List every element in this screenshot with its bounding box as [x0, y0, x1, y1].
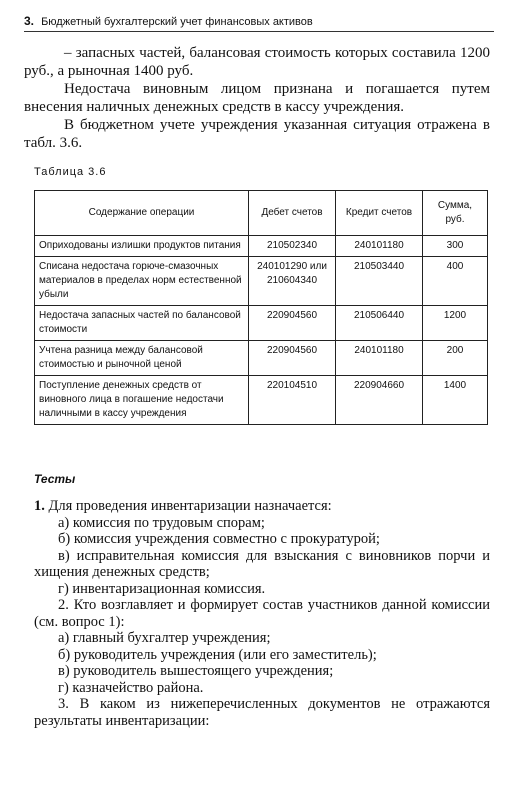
question-number: 2.: [58, 597, 69, 613]
table-row: [35, 236, 488, 257]
cell-credit: 210506440: [336, 306, 423, 341]
body-text: [24, 44, 490, 152]
answer-option: в) исправительная комиссия для взыскания с виновников порчи и хищения денежных средств;: [34, 547, 490, 580]
table-row: [35, 376, 488, 425]
cell-operation: Учтена разница между балансовой стоимостью и рыночной ценой: [35, 341, 249, 376]
cell-operation: Недостача запасных частей по балансовой стоимости: [35, 306, 249, 341]
question-text: Кто возглавляет и формирует состав участников данной комиссии (см. вопрос 1):: [34, 597, 490, 630]
paragraph-2: Недостача виновным лицом признана и погашается путем внесения наличных денежных средств в кассу учреждения.: [24, 81, 490, 115]
cell-debit: 240101290 или 210604340: [249, 257, 336, 306]
header-credit: Кредит счетов: [336, 191, 423, 236]
paragraph-3: В бюджетном учете учреждения указанная ситуация отражена в табл. 3.6.: [24, 117, 490, 151]
cell-sum: 400: [423, 257, 488, 306]
answer-option: б) комиссия учреждения совместно с прокуратурой;: [58, 531, 380, 547]
tests-heading: Тесты: [34, 472, 76, 486]
cell-debit: 220904560: [249, 341, 336, 376]
question-1: [34, 498, 490, 515]
paragraph-1: – запасных частей, балансовая стоимость которых составила 1200 руб., а рыночная 1400 руб.: [24, 45, 490, 79]
question-number: 1.: [34, 498, 45, 514]
chapter-number: 3.: [24, 14, 35, 28]
cell-sum: 300: [423, 236, 488, 257]
cell-operation: Оприходованы излишки продуктов питания: [35, 236, 249, 257]
cell-credit: 240101180: [336, 236, 423, 257]
answer-option: а) комиссия по трудовым спорам;: [58, 514, 265, 531]
running-header: [24, 14, 494, 32]
table-row: [35, 341, 488, 376]
header-operation: Содержание операции: [35, 191, 249, 236]
operations-table: [34, 190, 488, 425]
cell-credit: 220904660: [336, 376, 423, 425]
cell-operation: Поступление денежных средств от виновного лица в погашение недостачи наличными в кассу учреждения: [35, 376, 249, 425]
cell-debit: 210502340: [249, 236, 336, 257]
table-header-row: [35, 191, 488, 236]
table-row: [35, 257, 488, 306]
cell-sum: 200: [423, 341, 488, 376]
answer-option: а) главный бухгалтер учреждения;: [58, 630, 271, 646]
question-2: [34, 597, 490, 630]
chapter-title: Бюджетный бухгалтерский учет финансовых активов: [41, 16, 313, 28]
question-text: В каком из нижеперечисленных документов не отражаются результаты инвентаризации:: [34, 696, 490, 729]
answer-option: г) инвентаризационная комиссия.: [58, 580, 266, 597]
cell-credit: 210503440: [336, 257, 423, 306]
answer-option: б) руководитель учреждения (или его заместитель);: [58, 646, 377, 663]
table-row: [35, 306, 488, 341]
cell-debit: 220104510: [249, 376, 336, 425]
answer-option: г) казначейство района.: [58, 679, 204, 696]
answer-option: в) руководитель вышестоящего учреждения;: [58, 663, 334, 679]
header-sum: Сумма, руб.: [423, 191, 488, 236]
question-text: Для проведения инвентаризации назначается:: [48, 498, 332, 514]
cell-sum: 1400: [423, 376, 488, 425]
cell-credit: 240101180: [336, 341, 423, 376]
header-debit: Дебет счетов: [249, 191, 336, 236]
question-3: [34, 696, 490, 729]
cell-operation: Списана недостача горюче-смазочных материалов в пределах норм естественной убыли: [35, 257, 249, 306]
table-caption: Таблица 3.6: [34, 166, 107, 178]
cell-debit: 220904560: [249, 306, 336, 341]
tests-section: [34, 498, 490, 729]
question-number: 3.: [58, 696, 69, 712]
cell-sum: 1200: [423, 306, 488, 341]
